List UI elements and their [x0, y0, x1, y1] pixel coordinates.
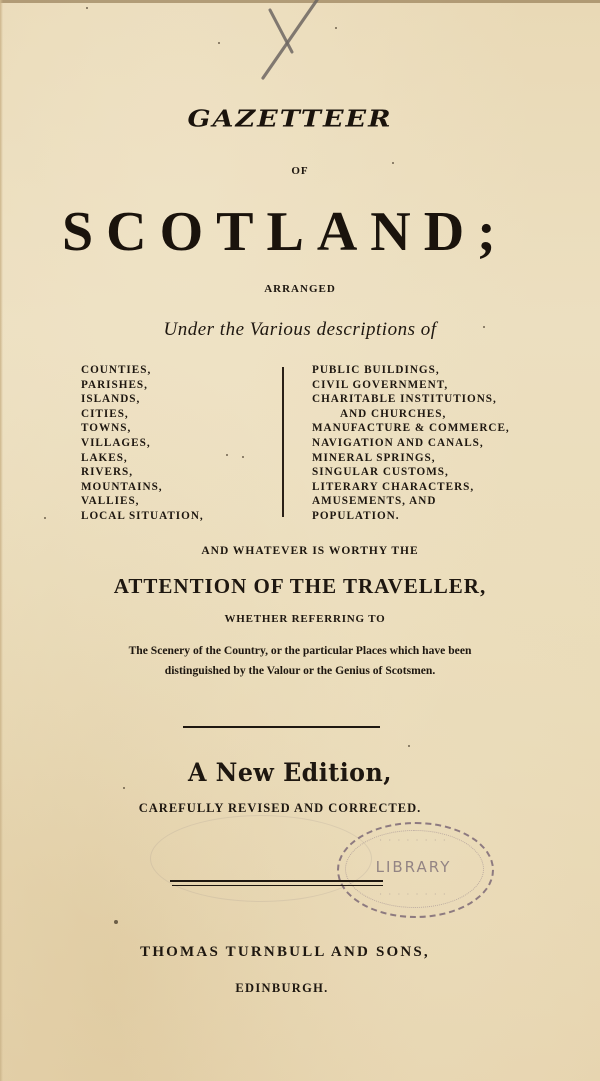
description-item: PARISHES, [81, 378, 148, 391]
paper-speck [226, 454, 228, 456]
library-stamp-top-text: · · · · · · · · [379, 836, 448, 845]
paper-speck [335, 27, 337, 29]
descriptions-right-column [312, 363, 542, 524]
descriptions-left-column [81, 363, 281, 524]
library-stamp-text: LIBRARY [375, 858, 452, 876]
description-item: CITIES, [81, 407, 129, 420]
description-item: NAVIGATION AND CANALS, [312, 436, 484, 449]
scenery-line-2: distinguished by the Valour or the Genius of Scotsmen. [164, 664, 436, 677]
description-item: MANUFACTURE & COMMERCE, [312, 422, 510, 435]
description-item: VALLIES, [81, 495, 140, 508]
under-descriptions-line: Under the Various descriptions of [163, 319, 437, 340]
description-item: CHARITABLE INSTITUTIONS, [312, 393, 497, 406]
pencil-x-mark-icon [255, 0, 325, 80]
paper-speck [114, 920, 118, 924]
horizontal-rule [183, 726, 380, 728]
description-item: RIVERS, [81, 466, 134, 479]
description-item: MOUNTAINS, [81, 480, 163, 493]
paper-speck [242, 456, 244, 458]
description-item: AMUSEMENTS, AND [312, 495, 437, 508]
description-item: ISLANDS, [81, 393, 141, 406]
whatever-line: AND WHATEVER IS WORTHY THE [201, 545, 419, 557]
double-rule-bottom [172, 885, 383, 886]
paper-speck [218, 42, 220, 44]
edition-note: CAREFULLY REVISED AND CORRECTED. [138, 801, 422, 815]
library-stamp-bottom-text: · · · · · · · · [379, 890, 448, 899]
paper-speck [408, 745, 410, 747]
description-item: MINERAL SPRINGS, [312, 451, 436, 464]
description-item: LAKES, [81, 451, 128, 464]
description-item: POPULATION. [312, 509, 400, 522]
double-rule-top [170, 880, 383, 882]
paper-speck [86, 7, 88, 9]
publisher-name: THOMAS TURNBULL AND SONS, [140, 944, 430, 960]
paper-speck [392, 162, 394, 164]
title-gazetteer: GAZETTEER [187, 106, 393, 133]
description-item: LOCAL SITUATION, [81, 509, 204, 522]
description-item: AND CHURCHES, [340, 407, 447, 420]
whether-line: WHETHER REFERRING TO [224, 613, 386, 625]
publisher-place: EDINBURGH. [235, 981, 329, 995]
title-scotland: SCOTLAND; [62, 201, 509, 263]
description-item: TOWNS, [81, 422, 132, 435]
column-divider [282, 367, 284, 517]
page-left-edge [0, 0, 3, 1081]
description-item: PUBLIC BUILDINGS, [312, 364, 440, 376]
description-item: LITERARY CHARACTERS, [312, 480, 475, 493]
paper-speck [483, 326, 485, 328]
description-item: COUNTIES, [81, 364, 152, 376]
title-of: OF [291, 165, 309, 177]
scenery-line-1: The Scenery of the Country, or the particular Places which have been [128, 644, 472, 657]
attention-traveller-heading: ATTENTION OF THE TRAVELLER, [113, 574, 487, 598]
paper-speck [123, 787, 125, 789]
description-item: SINGULAR CUSTOMS, [312, 466, 449, 479]
edition-title: A New Edition, [188, 758, 392, 787]
description-item: VILLAGES, [81, 436, 151, 449]
scenery-text [0, 641, 600, 681]
description-item: CIVIL GOVERNMENT, [312, 378, 449, 391]
paper-speck [44, 517, 46, 519]
arranged-label: ARRANGED [264, 283, 336, 295]
